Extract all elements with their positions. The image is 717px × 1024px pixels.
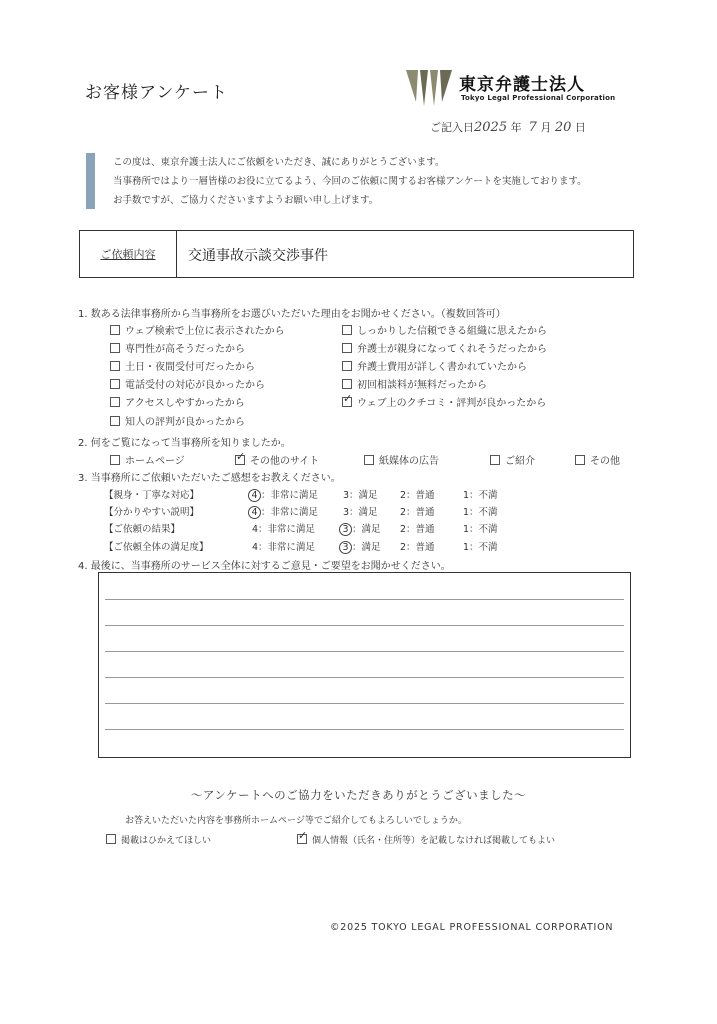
rating-option-1[interactable]: 1：不満 [463, 542, 498, 553]
date-row [430, 119, 586, 135]
firm-name-en: Tokyo Legal Professional Corporation [461, 94, 616, 102]
intro-accent-bar [86, 153, 95, 209]
ruled-line [105, 677, 624, 678]
checkbox-checked[interactable] [342, 397, 352, 407]
firm-name: 東京弁護士法人 [459, 75, 585, 95]
checkbox[interactable] [110, 397, 120, 407]
ruled-line [105, 625, 624, 626]
intro-line: 当事務所ではより一層皆様のお役に立てるよう、今回のご依頼に関するお客様アンケートを実施しております。 [113, 176, 587, 187]
checkbox[interactable] [575, 455, 585, 465]
checkbox[interactable] [364, 455, 374, 465]
q2-option[interactable]: その他 [575, 452, 620, 467]
checkbox[interactable] [106, 834, 116, 844]
rating-option-1[interactable]: 1：不満 [463, 507, 498, 518]
checkbox-checked[interactable] [297, 834, 307, 844]
footer-copyright: ©2025 TOKYO LEGAL PROFESSIONAL CORPORATION [330, 922, 614, 933]
rating-option-2[interactable]: 2：普通 [400, 542, 435, 553]
date-year-unit: 年 [510, 121, 522, 134]
ruled-line [105, 651, 624, 652]
rating-option-3-selected[interactable]: 3 ：満足 [340, 521, 381, 536]
ruled-line [105, 599, 624, 600]
rating-option-3-selected[interactable]: 3 ：満足 [340, 539, 381, 554]
question-4: 4. 最後に、当事務所のサービス全体に対するご意見・ご要望をお聞かせください。 [78, 561, 451, 572]
checkbox-checked[interactable] [235, 455, 245, 465]
q1-option[interactable]: ウェブ検索で上位に表示されたから [110, 322, 285, 337]
rating-option-2[interactable]: 2：普通 [400, 490, 435, 501]
question-2: 2. 何をご覧になって当事務所を知りましたか。 [78, 438, 291, 449]
q2-option[interactable]: ホームページ [110, 452, 185, 467]
rating-option-1[interactable]: 1：不満 [463, 490, 498, 501]
rating-option-4-selected[interactable]: 4 ：非常に満足 [249, 487, 318, 502]
checkbox[interactable] [490, 455, 500, 465]
rating-item-label: 【ご依頼の結果】 [104, 524, 181, 535]
q1-option[interactable]: 専門性が高そうだったから [110, 340, 245, 355]
question-3: 3. 当事務所にご依頼いただいたご感想をお教えください。 [78, 473, 341, 484]
q1-option[interactable]: 電話受付の対応が良かったから [110, 376, 265, 391]
q1-option[interactable]: 弁護士費用が詳しく書かれていたから [342, 358, 527, 373]
q1-option[interactable]: 知人の評判が良かったから [110, 413, 245, 428]
ruled-line [105, 729, 624, 730]
checkbox[interactable] [342, 325, 352, 335]
checkbox[interactable] [342, 343, 352, 353]
date-year[interactable]: 2025 [474, 120, 508, 135]
firm-logo-icon [404, 68, 454, 112]
comment-textarea[interactable] [98, 572, 631, 758]
rating-item-label: 【分かりやすい説明】 [104, 507, 200, 518]
q2-option[interactable]: ご紹介 [490, 452, 535, 467]
q2-option[interactable]: 紙媒体の広告 [364, 452, 439, 467]
q1-option[interactable]: 初回相談料が無料だったから [342, 376, 487, 391]
checkbox[interactable] [110, 379, 120, 389]
date-label: ご記入日 [430, 121, 474, 134]
request-value[interactable]: 交通事故示談交渉事件 [188, 248, 328, 264]
date-month-unit: 月 [540, 121, 552, 134]
date-month[interactable]: 7 [528, 120, 537, 135]
publish-option[interactable]: ✓ 個人情報（氏名・住所等）を記載しなければ掲載してもよい [297, 833, 555, 846]
checkbox[interactable] [342, 361, 352, 371]
thanks-message: ～アンケートへのご協力をいただきありがとうございました～ [190, 788, 527, 802]
question-1: 1. 数ある法律事務所から当事務所をお選びいただいた理由をお聞かせください。（複数回答可） [78, 309, 506, 320]
page-title: お客様アンケート [85, 83, 228, 103]
q2-option[interactable]: ✓ その他のサイト [235, 452, 319, 467]
checkbox[interactable] [342, 379, 352, 389]
rating-option-3[interactable]: 3：満足 [343, 490, 378, 501]
q1-option[interactable]: 土日・夜間受付可だったから [110, 358, 255, 373]
publish-option[interactable]: 掲載はひかえてほしい [106, 833, 211, 846]
rating-option-4-selected[interactable]: 4 ：非常に満足 [249, 504, 318, 519]
q1-option[interactable]: 弁護士が親身になってくれそうだったから [342, 340, 547, 355]
rating-option-4[interactable]: 4：非常に満足 [252, 542, 316, 553]
date-day[interactable]: 20 [554, 120, 572, 135]
rating-option-2[interactable]: 2：普通 [400, 507, 435, 518]
checkbox[interactable] [110, 325, 120, 335]
intro-text [113, 153, 587, 210]
checkbox[interactable] [110, 455, 120, 465]
q1-option[interactable]: しっかりした信頼できる組織に思えたから [342, 322, 547, 337]
q1-option[interactable]: ✓ ウェブ上のクチコミ・評判が良かったから [342, 394, 546, 409]
rating-option-2[interactable]: 2：普通 [400, 524, 435, 535]
checkbox[interactable] [110, 361, 120, 371]
intro-line: お手数ですが、ご協力くださいますようお願い申し上げます。 [113, 195, 379, 206]
checkbox[interactable] [110, 343, 120, 353]
rating-option-1[interactable]: 1：不満 [463, 524, 498, 535]
intro-line: この度は、東京弁護士法人にご依頼をいただき、誠にありがとうございます。 [113, 157, 445, 168]
publish-question: お答えいただいた内容を事務所ホームページ等でご紹介してもよろしいでしょうか。 [125, 816, 467, 826]
checkbox[interactable] [110, 416, 120, 426]
rating-option-3[interactable]: 3：満足 [343, 507, 378, 518]
rating-item-label: 【ご依頼全体の満足度】 [104, 542, 209, 553]
ruled-line [105, 703, 624, 704]
rating-item-label: 【親身・丁寧な対応】 [104, 490, 200, 501]
rating-option-4[interactable]: 4：非常に満足 [252, 524, 316, 535]
q1-option[interactable]: アクセスしやすかったから [110, 394, 245, 409]
request-label: ご依頼内容 [80, 231, 177, 277]
date-day-unit: 日 [574, 121, 586, 134]
